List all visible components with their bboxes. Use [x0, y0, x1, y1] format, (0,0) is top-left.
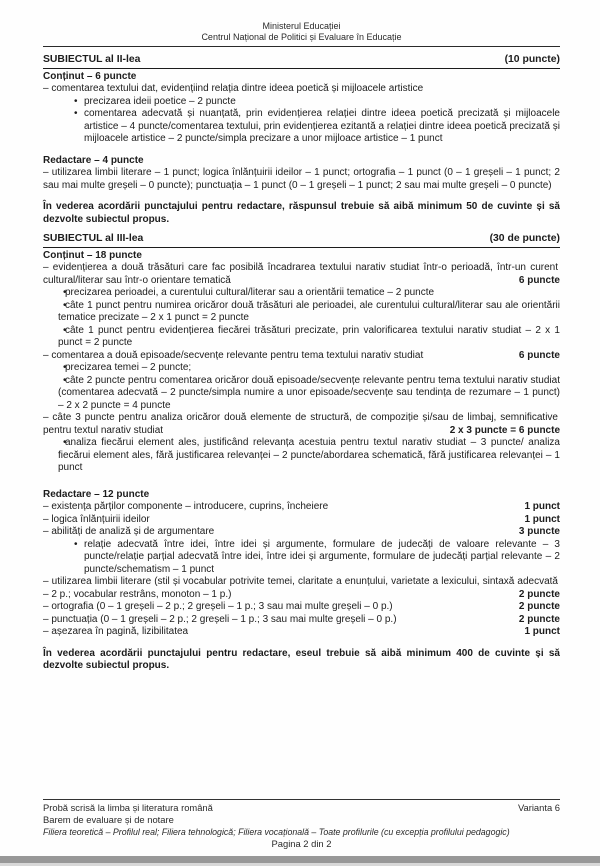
rubric-text: relație adecvată între idei, între idei și argumente, formulare de judecăți de valoare relevante – 3 puncte/relație parțial adecvată între idei, între idei și argumente, formulare de judecăți parțial relevante – 2 puncte/schematism – 1 punct — [84, 538, 560, 575]
rubric-text: – utilizarea limbii literare – 1 punct; logica înlănțuirii ideilor – 1 punct; ortografia – 1 punct (0 – 1 greșeli – 1 punct; 2 sau mai multe greșeli – 0 puncte); punctuația – 1 punct (0 – 1 greșeli – 1 punct; 2 sau mai multe greșeli – 0 puncte) — [43, 167, 560, 191]
rubric-row — [43, 71, 560, 84]
bullet-item — [43, 287, 560, 300]
rubric-row — [43, 526, 560, 539]
rubric-text: Redactare – 12 puncte — [43, 488, 150, 500]
header-divider — [43, 46, 560, 47]
rubric-text: – abilități de analiză și de argumentare — [43, 526, 215, 537]
section-heading — [43, 54, 560, 69]
rubric-row — [43, 601, 560, 614]
bullet-item — [43, 325, 560, 350]
points-value: 2 puncte — [518, 601, 560, 612]
rubric-row — [43, 648, 560, 673]
points-value: 2 x 3 puncte = 6 puncte — [449, 424, 560, 436]
section-points: (10 puncte) — [504, 54, 560, 65]
section-subiectul-3 — [43, 233, 560, 673]
footer-divider — [43, 799, 560, 800]
rubric-row — [43, 350, 560, 363]
section-points: (30 de puncte) — [489, 233, 560, 244]
document-header — [43, 21, 560, 43]
rubric-text: – utilizarea limbii literare (stil și vocabular potrivite temei, claritate a enunțului, varietate a lexicului, sintaxă adecvată – 2 p.; vocabular restrâns, monoton – 1 p.) — [43, 576, 558, 600]
rubric-row — [43, 489, 560, 502]
bullet-item — [43, 108, 560, 146]
points-value: 3 puncte — [518, 526, 560, 537]
rubric-row — [43, 167, 560, 192]
rubric-text: – logica înlănțuirii ideilor — [43, 513, 150, 525]
rubric-text: – așezarea în pagină, lizibilitatea — [43, 626, 189, 637]
rubric-text: În vederea acordării punctajului pentru redactare, eseul trebuie să aibă minimum 400 de cuvinte și să dezvolte subiectul propus. — [43, 647, 560, 671]
rubric-row — [43, 614, 560, 627]
rubric-text: precizarea temei – 2 puncte; — [65, 362, 192, 373]
points-value: 1 punct — [524, 513, 560, 525]
rubric-text: câte 2 puncte pentru comentarea oricăror două episoade/secvențe relevante pentru tema textului narativ studiat (comentarea adecvată – 2 puncte/simpla numire a unor episoade/secvențe sau tendința de rezumare – 1 punct) – 2 x 2 puncte = 4 puncte — [58, 374, 560, 411]
rubric-row — [43, 514, 560, 527]
center-name: Centrul Național de Politici și Evaluare în Educație — [201, 32, 402, 42]
rubric-text: Conținut – 6 puncte — [43, 70, 137, 82]
points-value: 6 puncte — [518, 274, 560, 286]
footer-exam-row — [43, 802, 560, 814]
rubric-text: Redactare – 4 puncte — [43, 154, 144, 166]
rubric-text: analiza fiecărui element ales, justificând relevanța acestuia pentru textul narativ studiat – 3 puncte/ analiza fiecărui element ales, fără justificarea relevanței – 2 puncte/abordarea schematică, fără justificarea relevanței – 1 punct — [58, 437, 560, 473]
rubric-text: – comentarea textului dat, evidențiind relația dintre ideea poetică și mijloacele artistice — [43, 83, 424, 94]
rubric-text: precizarea perioadei, a curentului cultural/literar sau a orientării tematice – 2 puncte — [65, 287, 435, 298]
bullet-item — [43, 375, 560, 413]
page-bottom-shadow — [0, 856, 600, 863]
rubric-text: – existența părților componente – introducere, cuprins, încheiere — [43, 501, 329, 512]
rubric-text: câte 1 punct pentru evidențierea fiecărei trăsături precizate, prin valorificarea textului narativ studiat – 2 x 1 punct = 2 puncte — [58, 324, 560, 348]
points-value: 1 punct — [524, 501, 560, 512]
rubric-row — [43, 250, 560, 263]
rubric-row — [43, 576, 560, 601]
rubric-text: Conținut – 18 puncte — [43, 249, 142, 261]
page-number: Pagina 2 din 2 — [271, 838, 332, 849]
section-body — [43, 71, 560, 227]
bullet-item — [43, 362, 560, 375]
exam-name: Probă scrisă la limba și literatura română — [43, 802, 213, 813]
bullet-item — [43, 300, 560, 325]
points-value: 2 puncte — [518, 613, 560, 625]
points-value: 6 puncte — [518, 349, 560, 361]
rubric-row — [43, 412, 560, 437]
barem-label: Barem de evaluare și de notare — [43, 814, 174, 825]
bullet-item — [43, 539, 560, 577]
section-subiectul-2 — [43, 54, 560, 226]
rubric-text: – comentarea a două episoade/secvențe relevante pentru tema textului narativ studiat — [43, 349, 424, 361]
section-heading — [43, 233, 560, 248]
points-value: 2 puncte — [518, 588, 560, 600]
rubric-text: – ortografia (0 – 1 greșeli – 2 p.; 2 greșeli – 1 p.; 3 sau mai multe greșeli – 0 p.) — [43, 601, 393, 612]
rubric-text: precizarea ideii poetice – 2 puncte — [84, 95, 236, 107]
bullet-item — [43, 96, 560, 109]
bullet-item — [43, 437, 560, 475]
section-title: SUBIECTUL al II-lea — [43, 54, 141, 65]
page-content — [43, 21, 560, 673]
rubric-row — [43, 83, 560, 96]
rubric-row — [43, 201, 560, 226]
rubric-row — [43, 626, 560, 639]
rubric-text: – punctuația (0 – 1 greșeli – 2 p.; 2 greșeli – 1 p.; 3 sau mai multe greșeli – 0 p.) — [43, 613, 397, 625]
section-title: SUBIECTUL al III-lea — [43, 233, 144, 244]
rubric-text: câte 1 punct pentru numirea oricăror două trăsături ale perioadei, ale curentului cultural/literar sau ale orientării tematice precizate – 2 x 1 punct = 2 puncte — [58, 299, 560, 323]
rubric-text: În vederea acordării punctajului pentru redactare, răspunsul trebuie să aibă minimum 50 de cuvinte și să dezvolte subiectul propus. — [43, 201, 560, 225]
rubric-text: – câte 3 puncte pentru analiza oricăror două elemente de structură, de compoziție și/sau de limbaj, semnificative pentru textul narativ studiat — [43, 412, 558, 436]
filiera-label: Filiera teoretică – Profilul real; Filiera tehnologică; Filiera vocațională – Toate profilurile (cu excepția profilului pedagogic) — [43, 827, 510, 837]
points-value: 1 punct — [524, 626, 560, 637]
rubric-text: – evidențierea a două trăsături care fac posibilă încadrarea textului narativ studiat într-o perioadă, într-un curent cultural/literar sau într-o orientare tematică — [43, 262, 558, 286]
ministry-name: Ministerul Educației — [262, 21, 341, 31]
page-footer — [43, 799, 560, 850]
rubric-row — [43, 501, 560, 514]
variant-label: Varianta 6 — [517, 802, 560, 813]
rubric-text: comentarea adecvată și nuanțată, prin evidențierea relației dintre ideea poetică precizată și mijloacele artistice – 4 puncte/comentarea textului, prin evidențierea ezitantă a relației dintre ideea poetică precizată și mijloacele artistice – 2 puncte/simpla precizare a unor mijloace artistice – 1 punct — [84, 108, 560, 144]
section-body — [43, 250, 560, 673]
rubric-row — [43, 262, 560, 287]
rubric-row — [43, 155, 560, 168]
